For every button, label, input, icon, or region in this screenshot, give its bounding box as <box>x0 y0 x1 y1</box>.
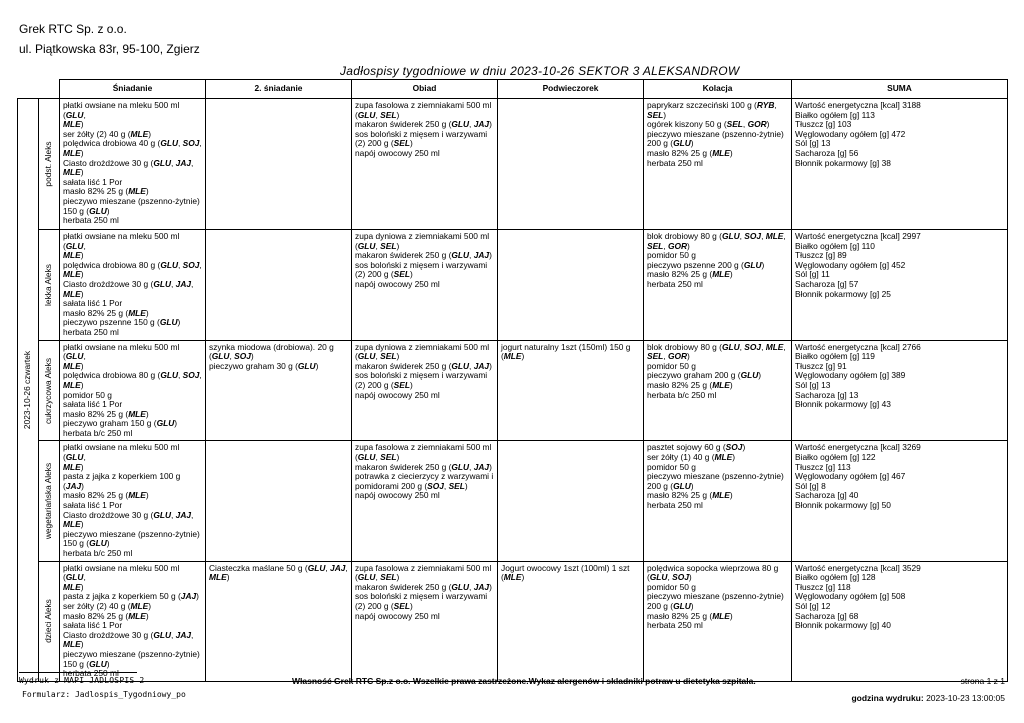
meal-line: herbata 250 ml <box>647 278 703 289</box>
meal-cell-sum <box>792 99 1008 230</box>
meal-line: Jogurt owocowy 1szt (100ml) 1 szt <box>501 562 630 573</box>
meal-line: pieczywo mieszane (pszenno-żytnie) <box>63 528 200 539</box>
meal-line: (GLU, SOJ) <box>209 351 254 362</box>
meal-line: pieczywo mieszane (pszenno-żytnie) <box>647 471 784 482</box>
col-header-afternoon-snack: Podwieczorek <box>498 80 644 99</box>
meal-line: herbata 250 ml <box>647 500 703 511</box>
meal-line: (MLE) <box>501 351 525 362</box>
meal-line: herbata b/c 250 ml <box>63 548 133 558</box>
meal-line: pasztet sojowy 60 g (SOJ) <box>647 442 746 453</box>
diet-label: lekka Aleks <box>43 263 54 306</box>
meal-cell-lunch <box>352 99 498 230</box>
col-header-sum: SUMA <box>792 80 1008 99</box>
meal-line: 150 g (GLU) <box>63 205 110 216</box>
meal-line: MLE) <box>63 519 84 530</box>
meal-line: polędwica drobiowa 80 g (GLU, SOJ, <box>63 259 202 270</box>
meal-line: pomidor 50 g <box>647 581 696 592</box>
nutrition-line: Błonnik pokarmowy [g] 50 <box>795 500 891 511</box>
nutrition-line: Wartość energetyczna [kcal] 2766 <box>795 341 921 352</box>
meal-line: masło 82% 25 g (MLE) <box>63 408 149 419</box>
meal-cell-dinner <box>644 561 792 681</box>
menu-table <box>17 79 1008 682</box>
nutrition-line: Błonnik pokarmowy [g] 43 <box>795 399 891 410</box>
meal-line: ogórek kiszony 50 g (SEL, GOR) <box>647 119 770 130</box>
meal-line: napój owocowy 250 ml <box>355 147 440 158</box>
nutrition-line: Węglowodany ogółem [g] 452 <box>795 259 906 270</box>
meal-line: makaron świderek 250 g (GLU, JAJ) <box>355 360 492 371</box>
diet-cell <box>39 561 60 681</box>
nutrition-line: Sacharoza [g] 40 <box>795 490 859 501</box>
meal-line: MLE) <box>63 250 84 261</box>
meal-line: herbata 250 ml <box>63 326 119 337</box>
meal-line: Ciasto drożdżowe 30 g (GLU, JAJ, <box>63 157 194 168</box>
meal-line: MLE) <box>63 167 84 178</box>
diet-cell <box>39 441 60 561</box>
meal-line: 150 g (GLU) <box>63 538 110 549</box>
day-label: 2023-10-26 czwartek <box>22 350 33 429</box>
meal-line: sałata liść 1 Por <box>63 298 123 309</box>
nutrition-line: Węglowodany ogółem [g] 472 <box>795 128 906 139</box>
meal-line: pomidor 50 g <box>63 389 112 400</box>
meal-line: MLE) <box>63 461 84 472</box>
meal-line: masło 82% 25 g (MLE) <box>63 307 149 318</box>
meal-line: pomidor 50 g <box>647 250 696 261</box>
diet-row <box>18 441 1008 561</box>
meal-line: Ciasto drożdżowe 30 g (GLU, JAJ, <box>63 278 194 289</box>
nutrition-line: Sól [g] 12 <box>795 600 831 611</box>
col-header-dinner: Kolacja <box>644 80 792 99</box>
nutrition-line: Sacharoza [g] 68 <box>795 610 859 621</box>
meal-line: masło 82% 25 g (MLE) <box>63 186 149 197</box>
meal-line: blok drobiowy 80 g (GLU, SOJ, MLE, <box>647 341 786 352</box>
meal-cell-afternoon-snack <box>498 99 644 230</box>
meal-line: sos boloński z mięsem i warzywami <box>355 128 488 139</box>
meal-line: pieczywo graham 200 g (GLU) <box>647 370 762 381</box>
meal-line: MLE) <box>63 288 84 299</box>
nutrition-line: Tłuszcz [g] 103 <box>795 119 852 130</box>
meal-line: (2) 200 g (SEL) <box>355 269 413 280</box>
meal-cell-sum <box>792 561 1008 681</box>
meal-line: Ciasto drożdżowe 30 g (GLU, JAJ, <box>63 629 194 640</box>
meal-line: (GLU, SEL) <box>355 572 400 583</box>
meal-line: sos boloński z mięsem i warzywami <box>355 591 488 602</box>
company-name: Grek RTC Sp. z o.o. <box>19 22 127 36</box>
meal-cell-dinner <box>644 441 792 561</box>
meal-line: herbata 250 ml <box>647 620 703 631</box>
meal-line: MLE) <box>209 572 230 583</box>
nutrition-line: Białko ogółem [g] 122 <box>795 452 876 463</box>
meal-line: ser żółty (1) 40 g (MLE) <box>647 452 735 463</box>
meal-line: napój owocowy 250 ml <box>355 278 440 289</box>
meal-line: sos boloński z mięsem i warzywami <box>355 370 488 381</box>
meal-line: sałata liść 1 Por <box>63 620 123 631</box>
page-title: Jadłospisy tygodniowe w dniu 2023-10-26 SEKTOR 3 ALEKSANDROW <box>340 64 740 78</box>
meal-line: masło 82% 25 g (MLE) <box>647 490 733 501</box>
diet-cell <box>39 230 60 341</box>
meal-line: masło 82% 25 g (MLE) <box>63 610 149 621</box>
nutrition-line: Tłuszcz [g] 89 <box>795 250 847 261</box>
meal-cell-second-breakfast <box>206 561 352 681</box>
meal-line: (2) 200 g (SEL) <box>355 138 413 149</box>
meal-cell-sum <box>792 340 1008 441</box>
company-address: ul. Piątkowska 83r, 95-100, Zgierz <box>19 42 200 56</box>
meal-line: Ciasteczka maślane 50 g (GLU, JAJ, <box>209 562 348 573</box>
meal-cell-breakfast <box>60 340 206 441</box>
company-header <box>19 19 200 59</box>
meal-cell-breakfast <box>60 99 206 230</box>
meal-line: pieczywo mieszane (pszenno-żytnie) <box>63 195 200 206</box>
footer-print-value: 2023-10-23 13:00:05 <box>926 693 1005 703</box>
meal-line: sos boloński z mięsem i warzywami <box>355 259 488 270</box>
meal-line: płatki owsiane na mleku 500 ml (GLU, <box>63 341 180 362</box>
meal-cell-lunch <box>352 441 498 561</box>
meal-line: herbata 250 ml <box>63 215 119 226</box>
diet-label: cukrzycowa Aleks <box>43 357 54 424</box>
meal-line: makaron świderek 250 g (GLU, JAJ) <box>355 461 492 472</box>
meal-cell-lunch <box>352 561 498 681</box>
diet-cell <box>39 340 60 441</box>
meal-line: masło 82% 25 g (MLE) <box>63 490 149 501</box>
meal-line: polędwica sopocka wieprzowa 80 g <box>647 562 779 573</box>
meal-line: napój owocowy 250 ml <box>355 389 440 400</box>
meal-line: polędwica drobiowa 80 g (GLU, SOJ, <box>63 370 202 381</box>
meal-line: sałata liść 1 Por <box>63 176 123 187</box>
meal-line: herbata 250 ml <box>647 157 703 168</box>
meal-cell-afternoon-snack <box>498 561 644 681</box>
nutrition-line: Błonnik pokarmowy [g] 25 <box>795 288 891 299</box>
meal-line: (GLU, SEL) <box>355 351 400 362</box>
col-header-second-breakfast: 2. śniadanie <box>206 80 352 99</box>
meal-cell-sum <box>792 441 1008 561</box>
meal-line: SEL, GOR) <box>647 240 690 251</box>
nutrition-line: Wartość energetyczna [kcal] 3529 <box>795 562 921 573</box>
day-cell <box>18 99 39 682</box>
meal-line: masło 82% 25 g (MLE) <box>647 269 733 280</box>
meal-cell-sum <box>792 230 1008 341</box>
meal-line: płatki owsiane na mleku 500 ml (GLU, <box>63 442 180 463</box>
meal-line: (GLU, SOJ) <box>647 572 692 583</box>
meal-line: 150 g (GLU) <box>63 658 110 669</box>
col-header-lunch: Obiad <box>352 80 498 99</box>
meal-line: herbata b/c 250 ml <box>647 389 717 400</box>
meal-line: pieczywo mieszane (pszenno-żytnie) <box>647 591 784 602</box>
meal-line: 200 g (GLU) <box>647 138 694 149</box>
meal-line: MLE) <box>63 379 84 390</box>
meal-line: pieczywo pszenne 150 g (GLU) <box>63 317 181 328</box>
meal-line: potrawka z ciecierzycy z warzywami i <box>355 471 494 482</box>
meal-line: blok drobiowy 80 g (GLU, SOJ, MLE, <box>647 231 786 241</box>
nutrition-line: Tłuszcz [g] 118 <box>795 581 851 592</box>
meal-line: MLE) <box>63 147 84 158</box>
meal-cell-lunch <box>352 340 498 441</box>
meal-line: zupa dyniowa z ziemniakami 500 ml <box>355 231 490 241</box>
diet-row <box>18 99 1008 230</box>
meal-line: masło 82% 25 g (MLE) <box>647 610 733 621</box>
footer-page: strona 1 z 1 <box>960 676 1005 686</box>
meal-line: ser żółty (2) 40 g (MLE) <box>63 128 151 139</box>
meal-line: zupa fasolowa z ziemniakami 500 ml <box>355 442 492 453</box>
footer-printout: Wydruk z MAPI JADLOSPIS 2 <box>19 676 145 685</box>
meal-line: napój owocowy 250 ml <box>355 490 440 501</box>
meal-line: makaron świderek 250 g (GLU, JAJ) <box>355 250 492 261</box>
nutrition-line: Wartość energetyczna [kcal] 3269 <box>795 442 921 453</box>
meal-cell-dinner <box>644 99 792 230</box>
meal-line: płatki owsiane na mleku 500 ml (GLU, <box>63 231 180 251</box>
nutrition-line: Sól [g] 13 <box>795 138 831 149</box>
meal-line: (GLU, SEL) <box>355 240 400 251</box>
meal-line: pieczywo graham 30 g (GLU) <box>209 360 319 371</box>
meal-line: pomidorami 200 g (SOJ, SEL) <box>355 480 468 491</box>
meal-line: zupa fasolowa z ziemniakami 500 ml <box>355 562 492 573</box>
meal-line: masło 82% 25 g (MLE) <box>647 147 733 158</box>
diet-cell <box>39 99 60 230</box>
meal-line: (GLU, SEL) <box>355 109 400 120</box>
meal-cell-second-breakfast <box>206 340 352 441</box>
nutrition-line: Błonnik pokarmowy [g] 40 <box>795 620 891 631</box>
meal-line: zupa fasolowa z ziemniakami 500 ml <box>355 100 492 110</box>
nutrition-line: Sól [g] 8 <box>795 480 826 491</box>
nutrition-line: Tłuszcz [g] 113 <box>795 461 851 472</box>
diet-label: dzieci Aleks <box>43 599 54 644</box>
footer-rule <box>19 672 137 673</box>
nutrition-line: Węglowodany ogółem [g] 389 <box>795 370 906 381</box>
meal-cell-breakfast <box>60 230 206 341</box>
meal-cell-second-breakfast <box>206 99 352 230</box>
meal-cell-lunch <box>352 230 498 341</box>
diet-row <box>18 340 1008 441</box>
meal-cell-afternoon-snack <box>498 340 644 441</box>
meal-line: pieczywo graham 150 g (GLU) <box>63 418 178 429</box>
footer-print-label: godzina wydruku: <box>851 693 924 703</box>
nutrition-line: Węglowodany ogółem [g] 467 <box>795 471 906 482</box>
footer-print-time <box>851 693 1005 703</box>
meal-line: SEL, GOR) <box>647 351 690 362</box>
meal-line: MLE) <box>63 360 84 371</box>
meal-line: zupa dyniowa z ziemniakami 500 ml <box>355 341 490 352</box>
meal-cell-dinner <box>644 230 792 341</box>
meal-cell-second-breakfast <box>206 441 352 561</box>
header-row <box>18 80 1008 99</box>
meal-line: paprykarz szczeciński 100 g (RYB, <box>647 100 777 110</box>
nutrition-line: Tłuszcz [g] 91 <box>795 360 847 371</box>
meal-line: makaron świderek 250 g (GLU, JAJ) <box>355 581 492 592</box>
meal-line: szynka miodowa (drobiowa). 20 g <box>209 341 334 352</box>
meal-line: (2) 200 g (SEL) <box>355 600 413 611</box>
nutrition-line: Białko ogółem [g] 128 <box>795 572 876 583</box>
corner-cell <box>18 80 60 99</box>
meal-cell-breakfast <box>60 561 206 681</box>
meal-line: płatki owsiane na mleku 500 ml (GLU, <box>63 562 180 583</box>
meal-line: herbata 250 ml <box>63 668 119 679</box>
nutrition-line: Sacharoza [g] 57 <box>795 278 859 289</box>
diet-label: wegetariańska Aleks <box>43 462 54 540</box>
meal-cell-dinner <box>644 340 792 441</box>
nutrition-line: Węglowodany ogółem [g] 508 <box>795 591 906 602</box>
diet-row <box>18 561 1008 681</box>
meal-line: pieczywo mieszane (pszenno-żytnie) <box>647 128 784 139</box>
diet-row <box>18 230 1008 341</box>
meal-cell-breakfast <box>60 441 206 561</box>
nutrition-line: Białko ogółem [g] 110 <box>795 240 875 251</box>
nutrition-line: Sacharoza [g] 13 <box>795 389 859 400</box>
meal-line: MLE) <box>63 581 84 592</box>
meal-line: herbata b/c 250 ml <box>63 427 133 438</box>
meal-line: masło 82% 25 g (MLE) <box>647 379 733 390</box>
nutrition-line: Sól [g] 13 <box>795 379 831 390</box>
nutrition-line: Sacharoza [g] 56 <box>795 147 859 158</box>
nutrition-line: Wartość energetyczna [kcal] 2997 <box>795 231 921 241</box>
meal-line: MLE) <box>63 119 84 130</box>
meal-line: pomidor 50 g <box>647 461 696 472</box>
nutrition-line: Sól [g] 11 <box>795 269 830 280</box>
meal-cell-afternoon-snack <box>498 230 644 341</box>
meal-line: (MLE) <box>501 572 525 583</box>
meal-line: 200 g (GLU) <box>647 600 694 611</box>
nutrition-line: Białko ogółem [g] 113 <box>795 109 875 120</box>
meal-line: polędwica drobiowa 40 g (GLU, SOJ, <box>63 138 202 149</box>
meal-line: (2) 200 g (SEL) <box>355 379 413 390</box>
meal-line: pieczywo mieszane (pszenno-żytnie) <box>63 648 200 659</box>
meal-line: sałata liść 1 Por <box>63 399 123 410</box>
nutrition-line: Białko ogółem [g] 119 <box>795 351 875 362</box>
meal-line: MLE) <box>63 269 84 280</box>
meal-line: pieczywo pszenne 200 g (GLU) <box>647 259 765 270</box>
meal-line: 200 g (GLU) <box>647 480 694 491</box>
meal-line: (GLU, SEL) <box>355 452 400 463</box>
meal-line: pasta z jajka z koperkiem 100 g (JAJ) <box>63 471 181 491</box>
meal-line: MLE) <box>63 639 84 650</box>
meal-line: jogurt naturalny 1szt (150ml) 150 g <box>501 341 631 352</box>
meal-line: pasta z jajka z koperkiem 50 g (JAJ) <box>63 591 199 602</box>
meal-line: ser żółty (2) 40 g (MLE) <box>63 600 151 611</box>
meal-cell-second-breakfast <box>206 230 352 341</box>
meal-cell-afternoon-snack <box>498 441 644 561</box>
nutrition-line: Wartość energetyczna [kcal] 3188 <box>795 100 921 110</box>
diet-label: podst. Aleks <box>43 141 54 187</box>
footer-form: Formularz: Jadlospis_Tygodniowy_po <box>22 690 186 699</box>
footer-copyright: Własność Grek RTC Sp.z o.o. Wszelkie prawa zastrzeżone.Wykaz alergenów i skladniki potraw u dietetyka szpitala. <box>292 676 756 686</box>
meal-line: sałata liść 1 Por <box>63 500 123 511</box>
col-header-breakfast: Śniadanie <box>60 80 206 99</box>
meal-line: SEL) <box>647 109 667 120</box>
meal-line: Ciasto drożdżowe 30 g (GLU, JAJ, <box>63 509 194 520</box>
meal-line: napój owocowy 250 ml <box>355 610 440 621</box>
nutrition-line: Błonnik pokarmowy [g] 38 <box>795 157 891 168</box>
meal-line: makaron świderek 250 g (GLU, JAJ) <box>355 119 492 130</box>
meal-line: płatki owsiane na mleku 500 ml (GLU, <box>63 100 180 120</box>
meal-line: pomidor 50 g <box>647 360 696 371</box>
